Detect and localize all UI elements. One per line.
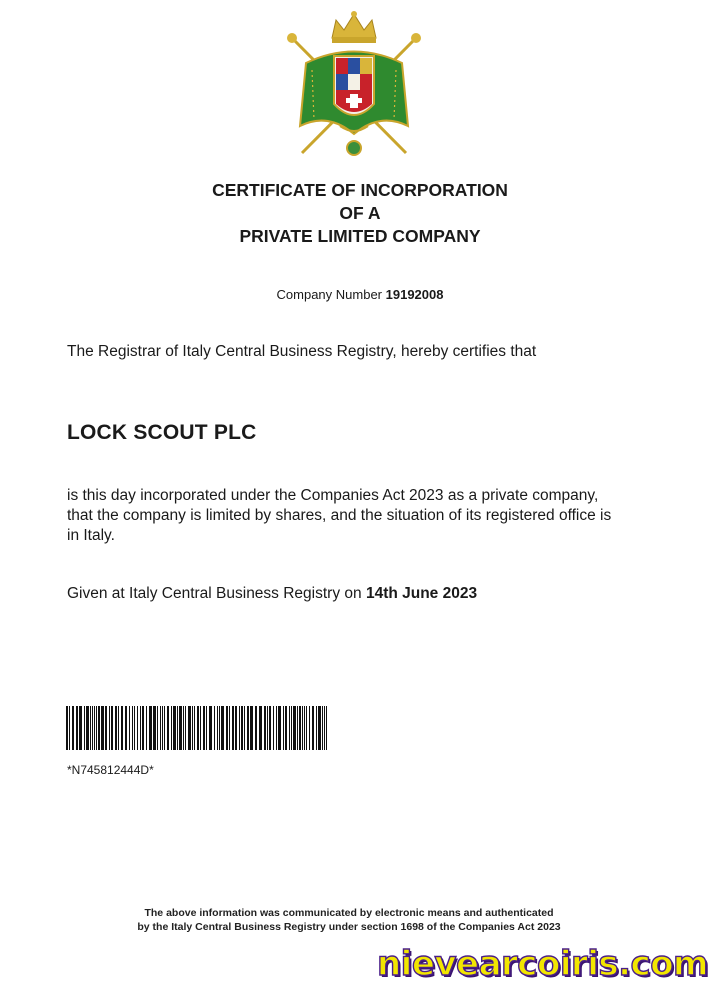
title-line-2: OF A: [339, 203, 381, 223]
title-line-3: PRIVATE LIMITED COMPANY: [239, 226, 481, 246]
barcode-number: *N745812444D*: [67, 763, 154, 777]
given-date: 14th June 2023: [365, 585, 478, 602]
certificate-title: [0, 179, 720, 248]
given-at-line: [67, 584, 627, 604]
registrar-certifies-text: The Registrar of Italy Central Business Registry, hereby certifies that: [67, 343, 537, 360]
coat-of-arms-crest: [284, 8, 424, 163]
watermark-logo: nievearcoiris.com: [376, 944, 708, 984]
barcode-image: [66, 706, 330, 750]
company-name: LOCK SCOUT PLC: [67, 421, 257, 444]
company-number-line: [0, 287, 720, 302]
footer-line-1: The above information was communicated by electronic means and authenticated: [144, 907, 554, 919]
title-line-1: CERTIFICATE OF INCORPORATION: [212, 180, 508, 200]
footer-line-2: by the Italy Central Business Registry under section 1698 of the Companies Act 2023: [137, 921, 561, 933]
incorporation-statement: is this day incorporated under the Companies Act 2023 as a private company, that the company is limited by shares, and the situation of its registered office is in Italy.: [67, 487, 612, 544]
given-at-text: Given at Italy Central Business Registry on: [67, 585, 362, 602]
authentication-footer: [0, 906, 698, 934]
company-number-value: 19192008: [385, 287, 444, 302]
company-number-label: Company Number: [276, 287, 383, 302]
